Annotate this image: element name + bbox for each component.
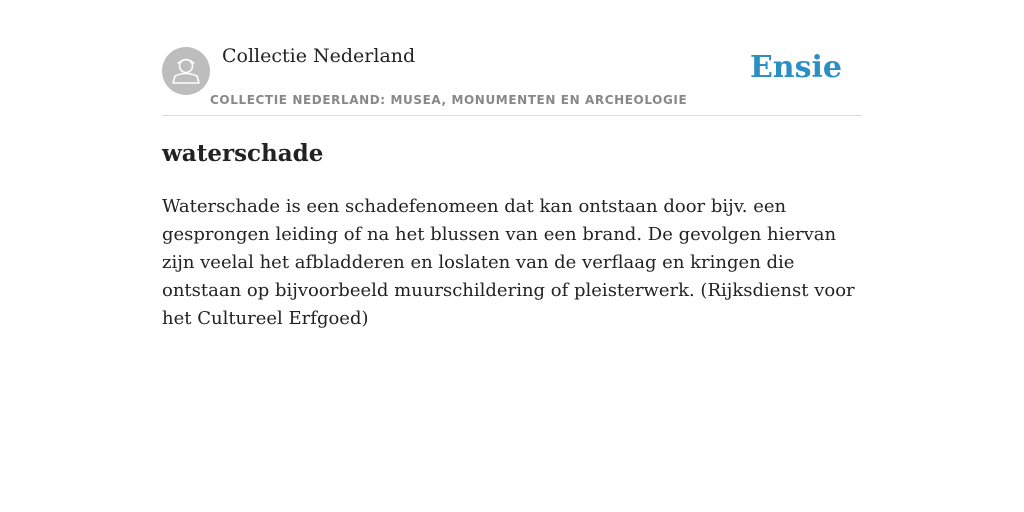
user-placeholder-icon	[162, 47, 210, 95]
author-subtitle[interactable]: COLLECTIE NEDERLAND: MUSEA, MONUMENTEN EN ARCHEOLOGIE	[210, 93, 688, 107]
page-container	[162, 0, 862, 512]
avatar[interactable]	[162, 47, 210, 95]
author-name[interactable]: Collectie Nederland	[222, 45, 416, 67]
entry-term: waterschade	[162, 140, 324, 167]
entry-definition: Waterschade is een schadefenomeen dat kan ontstaan door bijv. een gesprongen leiding of na het blussen van een brand. De gevolgen hiervan zijn veelal het afbladderen en loslaten van de verflaag en kringen die ontstaan op bijvoorbeeld muurschildering of pleisterwerk. (Rijksdienst voor het Cultureel Erfgoed)	[162, 196, 855, 329]
brand-logo[interactable]: Ensie	[749, 50, 842, 85]
entry-header	[162, 0, 862, 116]
